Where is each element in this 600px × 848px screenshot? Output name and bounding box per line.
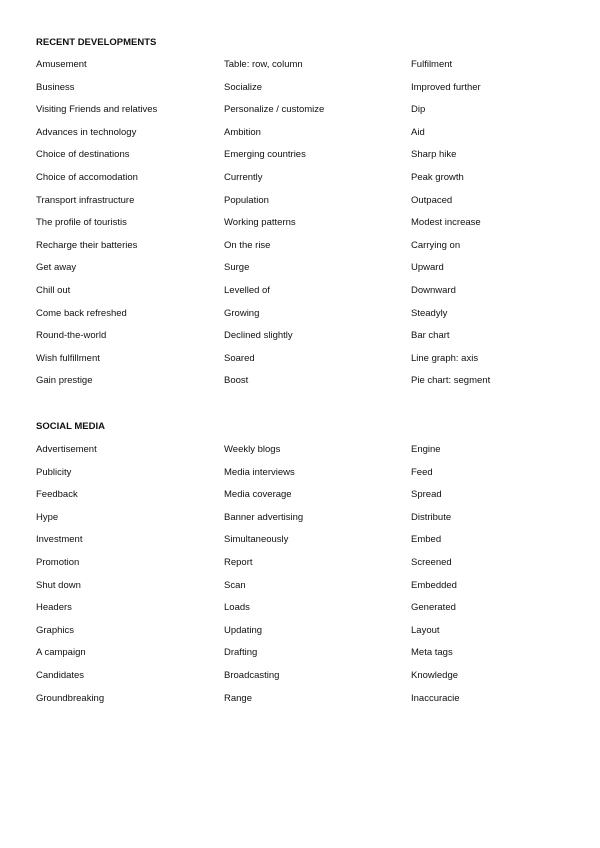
term-cell: Chill out (36, 285, 71, 296)
section-title-recent-developments: RECENT DEVELOPMENTS (36, 37, 157, 48)
term-cell: Updating (224, 624, 263, 636)
term-cell: Personalize / customize (224, 104, 325, 116)
term-cell: Meta tags (411, 647, 453, 659)
term-cell: Engine (411, 444, 441, 455)
term-cell: Publicity (36, 466, 72, 478)
term-cell: The profile of touristis (36, 217, 127, 229)
term-row (0, 308, 600, 322)
term-cell: Levelled of (224, 285, 270, 296)
term-cell: Drafting (224, 647, 258, 659)
term-cell: Gain prestige (36, 375, 93, 387)
term-cell: Choice of destinations (36, 149, 130, 161)
term-cell: A campaign (36, 647, 86, 659)
term-cell: Choice of accomodation (36, 172, 138, 183)
term-row (0, 512, 600, 526)
term-row (0, 59, 600, 73)
term-row (0, 330, 600, 344)
term-cell: Promotion (36, 557, 80, 568)
term-row (0, 489, 600, 503)
term-cell: Round-the-world (36, 330, 107, 342)
term-cell: Inaccuracie (411, 692, 460, 704)
term-cell: Media interviews (224, 466, 295, 478)
term-cell: Pie chart: segment (411, 375, 491, 387)
term-cell: Transport infrastructure (36, 194, 135, 206)
term-cell: Peak growth (411, 172, 464, 183)
term-cell: Declined slightly (224, 330, 293, 342)
term-cell: Ambition (224, 126, 261, 138)
term-cell: Modest increase (411, 217, 481, 229)
term-cell: Hype (36, 511, 59, 523)
section-title-social-media: SOCIAL MEDIA (36, 421, 105, 432)
term-cell: Come back refreshed (36, 307, 127, 319)
term-row (0, 127, 600, 141)
term-cell: Embed (411, 534, 442, 546)
term-cell: Outpaced (411, 194, 453, 206)
term-cell: Sharp hike (411, 149, 457, 161)
term-cell: Embedded (411, 579, 457, 591)
term-row (0, 534, 600, 548)
term-cell: Advertisement (36, 444, 97, 455)
term-cell: Layout (411, 624, 440, 636)
term-cell: Loads (224, 602, 250, 614)
term-cell: Screened (411, 557, 452, 568)
term-cell: Feedback (36, 489, 78, 501)
term-cell: Carrying on (411, 239, 461, 251)
term-cell: Downward (411, 285, 456, 296)
term-row (0, 104, 600, 118)
term-row (0, 375, 600, 389)
term-cell: Headers (36, 602, 72, 614)
term-cell: Weekly blogs (224, 444, 281, 455)
term-cell: Bar chart (411, 330, 450, 342)
term-cell: Groundbreaking (36, 692, 105, 704)
term-row (0, 670, 600, 684)
term-cell: Shut down (36, 579, 81, 591)
term-cell: Table: row, column (224, 59, 303, 70)
term-cell: Dip (411, 104, 426, 116)
term-cell: Range (224, 692, 252, 704)
term-cell: Line graph: axis (411, 352, 479, 364)
term-row (0, 240, 600, 254)
term-cell: Generated (411, 602, 456, 614)
term-cell: Report (224, 557, 253, 568)
term-row (0, 647, 600, 661)
term-row (0, 557, 600, 571)
term-cell: Scan (224, 579, 246, 591)
term-cell: Candidates (36, 670, 85, 681)
term-cell: Media coverage (224, 489, 292, 501)
term-row (0, 693, 600, 707)
term-cell: Recharge their batteries (36, 239, 138, 251)
term-row (0, 149, 600, 163)
term-row (0, 444, 600, 458)
term-cell: Steadyly (411, 307, 448, 319)
term-row (0, 195, 600, 209)
term-cell: Upward (411, 262, 444, 274)
term-cell: Investment (36, 534, 83, 546)
term-cell: Socialize (224, 81, 263, 93)
term-cell: Soared (224, 352, 255, 364)
term-row (0, 602, 600, 616)
term-cell: Amusement (36, 59, 87, 70)
term-cell: Get away (36, 262, 77, 274)
term-cell: Working patterns (224, 217, 296, 229)
term-cell: Surge (224, 262, 250, 274)
term-row (0, 625, 600, 639)
term-row (0, 285, 600, 299)
term-cell: Emerging countries (224, 149, 306, 161)
term-cell: Population (224, 194, 269, 206)
term-cell: Banner advertising (224, 511, 304, 523)
term-row (0, 82, 600, 96)
term-cell: Advances in technology (36, 126, 137, 138)
term-cell: Currently (224, 172, 263, 183)
term-cell: Simultaneously (224, 534, 289, 546)
term-cell: Spread (411, 489, 442, 501)
term-cell: Business (36, 81, 75, 93)
term-cell: Feed (411, 466, 433, 478)
term-cell: Visiting Friends and relatives (36, 104, 158, 116)
term-cell: Aid (411, 126, 425, 138)
term-row (0, 353, 600, 367)
term-cell: Improved further (411, 81, 481, 93)
term-cell: On the rise (224, 239, 271, 251)
term-cell: Knowledge (411, 670, 459, 681)
term-row (0, 172, 600, 186)
term-row (0, 262, 600, 276)
term-cell: Graphics (36, 624, 75, 636)
term-cell: Fulfilment (411, 59, 453, 70)
term-cell: Growing (224, 307, 260, 319)
term-row (0, 580, 600, 594)
term-cell: Boost (224, 375, 249, 387)
term-row (0, 467, 600, 481)
term-row (0, 217, 600, 231)
term-cell: Wish fulfillment (36, 352, 100, 364)
term-cell: Broadcasting (224, 670, 280, 681)
term-cell: Distribute (411, 511, 452, 523)
